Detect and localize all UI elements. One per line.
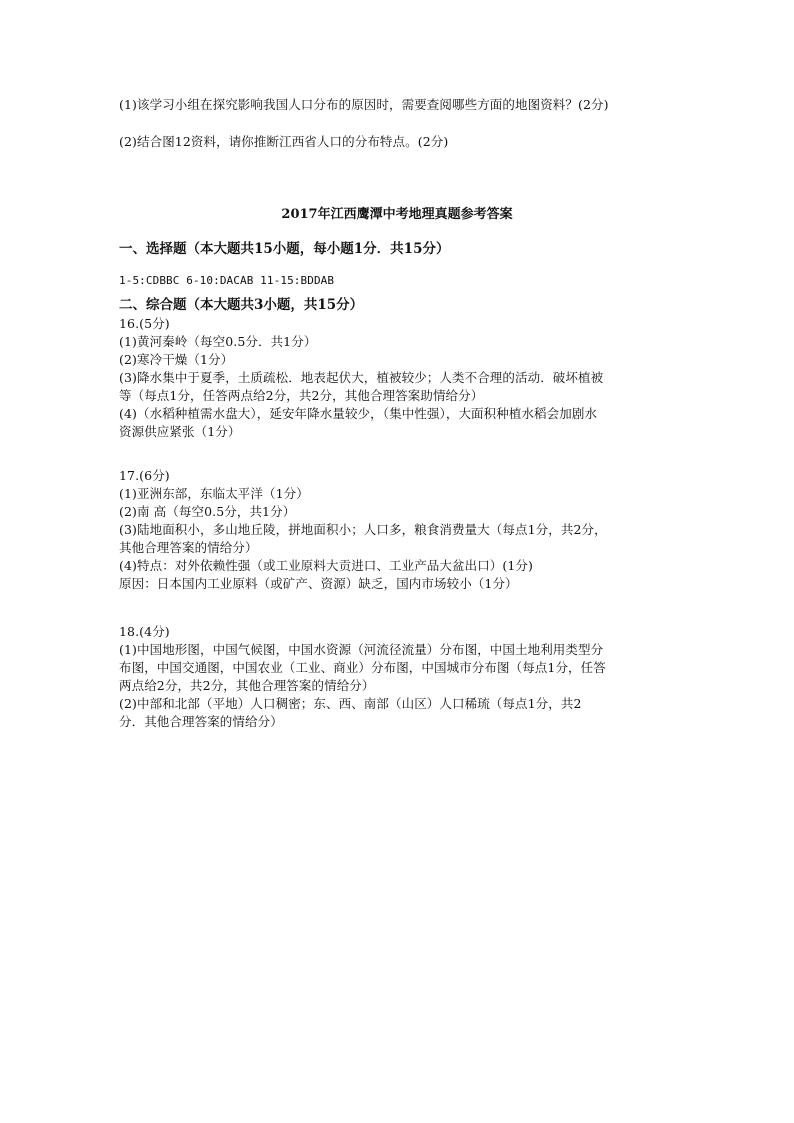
answer-line: (2)中部和北部（平地）人口稠密；东、西、南部（山区）人口稀琉（每点1分，共2 — [119, 696, 582, 711]
answer-line: (4)特点：对外依赖性强（或工业原料大贡进口、工业产品大盆出口）(1分) — [119, 558, 534, 573]
answer-line: (2)寒冷干燥（1分） — [119, 352, 234, 367]
choice-answers: 1-5:CDBBC 6-10:DACAB 11-15:BDDAB — [119, 274, 335, 287]
answer-line: (3)陆地面积小，多山地丘陵，拼地面积小；人口多，粮食消费量大（每点1分，共2分， — [119, 522, 607, 537]
section2-heading: 二、综合题（本大题共3小题，共15分） — [119, 297, 364, 313]
answer-line: 等（每点1分，任答两点给2分，共2分，其他合理答案助情给分） — [119, 388, 484, 403]
answer-line: 两点给2分，共2分，其他合理答案的情给分） — [119, 678, 375, 693]
answer-line: (1)黄河秦岭（每空0.5分．共1分） — [119, 334, 317, 349]
answer-title: 2017年江西鹰潭中考地理真题参考答案 — [281, 207, 513, 222]
answer-line: 分．其他合理答案的情给分） — [119, 714, 283, 729]
answer-line: (1)亚洲东部，东临太平洋（1分） — [119, 486, 309, 501]
answer-line: 18.(4分) — [119, 624, 170, 639]
answer-line: (4)（水稻种植需水盘大），延安年降水量较少，（集中性强），大面积种植水稻会加剧水 — [119, 406, 598, 421]
question-2: (2)结合图12资料，请你推断江西省人口的分布特点。(2分) — [119, 134, 449, 149]
answer-line: 资源供应紧张（1分） — [119, 424, 241, 439]
answer-line: 16.(5分) — [119, 316, 170, 331]
question-1: (1)该学习小组在探究影响我国人口分布的原因时，需要查阅哪些方面的地图资料？(2分) — [119, 97, 609, 112]
answer-line: 布图，中国交通图，中国农业（工业、商业）分布图，中国城市分布图（每点1分，任答 — [119, 660, 606, 675]
answer-line: 17.(6分) — [119, 468, 170, 483]
answer-line: 其他合理答案的情给分） — [119, 540, 258, 555]
section1-heading: 一、选择题（本大题共15小题，每小题1分．共15分） — [119, 241, 450, 257]
answer-line: (3)降水集中于夏季，土质疏松．地表起伏大，植被较少；人类不合理的活动．破坏植被 — [119, 370, 604, 385]
answer-line: (1)中国地形图，中国气候图，中国水资源（河流径流量）分布图，中国土地利用类型分 — [119, 642, 604, 657]
answer-line: 原因：日本国内工业原料（或矿产、资源）缺乏，国内市场较小（1分） — [119, 576, 518, 591]
answer-line: (2)南 高（每空0.5分，共1分） — [119, 504, 296, 519]
